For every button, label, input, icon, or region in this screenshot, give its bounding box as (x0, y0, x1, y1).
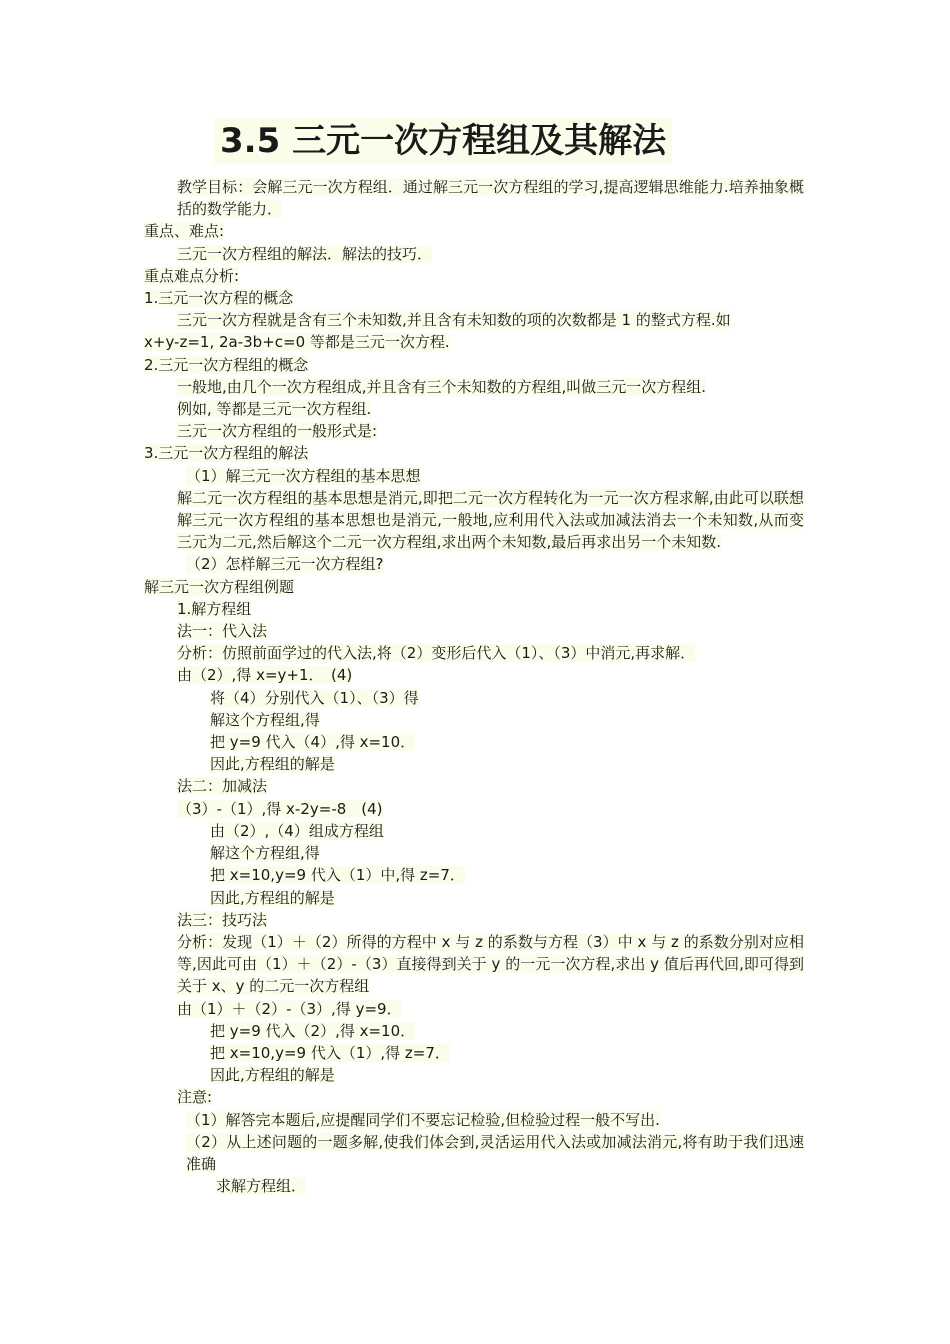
method-2-step: 把 x=10,y=9 代入（1）中,得 z=7． (210, 866, 465, 885)
method-3-step: 把 y=9 代入（2）,得 x=10． (210, 1021, 416, 1040)
section-1-heading: 1.三元一次方程的概念 (144, 289, 294, 308)
method-1-step: 解这个方程组,得 (210, 710, 320, 729)
method-3-heading: 法三：技巧法 (177, 910, 268, 929)
key-points-content: 三元一次方程组的解法．解法的技巧． (177, 244, 433, 263)
examples-heading: 解三元一次方程组例题 (144, 577, 295, 596)
method-3-step: 把 x=10,y=9 代入（1）,得 z=7． (210, 1043, 450, 1062)
method-2-step: （3）-（1）,得 x-2y=-8 (4) (177, 799, 383, 818)
method-1-step: 将（4）分别代入（1）、（3）得 (210, 688, 419, 707)
document-body (144, 176, 804, 1197)
method-3-step: 由（1）＋（2）-（3）,得 y=9． (177, 999, 402, 1018)
method-2-step: 解这个方程组,得 (210, 844, 320, 863)
note-item-cont: 求解方程组． (216, 1177, 307, 1196)
method-3-analysis: 分析：发现（1）＋（2）所得的方程中 x 与 z 的系数与方程（3）中 x 与 z 的系数分别对应相等,因此可由（1）＋（2）-（3）直接得到关于 y 的一元一次方程,求出 y 值后再代回,即可得到关于 x、y 的二元一次方程组 (177, 932, 804, 996)
section-2-heading: 2.三元一次方程组的概念 (144, 355, 309, 374)
section-1-paragraph-cont: x+y-z=1, 2a-3b+c=0 等都是三元一次方程. (144, 333, 450, 352)
method-2-step: 由（2）,（4）组成方程组 (210, 821, 384, 840)
section-3-subheading-2: （2）怎样解三元一次方程组? (186, 555, 384, 574)
key-points-heading: 重点、难点: (144, 222, 225, 241)
method-1-step: 因此,方程组的解是 (210, 755, 335, 774)
section-3-heading: 3.三元一次方程组的解法 (144, 444, 309, 463)
example-1: 1.解方程组 (177, 599, 252, 618)
method-1-analysis: 分析：仿照前面学过的代入法,将（2）变形后代入（1）、（3）中消元,再求解． (177, 644, 696, 663)
note-heading: 注意: (177, 1088, 213, 1107)
section-3-paragraph: 解二元一次方程组的基本思想是消元,即把二元一次方程转化为一元一次方程求解,由此可以联想解三元一次方程组的基本思想也是消元,一般地,应利用代入法或加减法消去一个未知数,从而变三元为二元,然后解这个二元一次方程组,求出两个未知数,最后再求出另一个未知数. (177, 488, 804, 552)
method-2-heading: 法二：加减法 (177, 777, 268, 796)
method-1-step: 把 y=9 代入（4）,得 x=10． (210, 733, 416, 752)
analysis-heading: 重点难点分析: (144, 266, 240, 285)
section-3-subheading-1: （1）解三元一次方程组的基本思想 (186, 466, 421, 485)
section-2-general-form: 三元一次方程组的一般形式是: (177, 422, 378, 441)
note-item: （2）从上述问题的一题多解,使我们体会到,灵活运用代入法或加减法消元,将有助于我们迅速准确 (186, 1132, 804, 1173)
section-1-paragraph: 三元一次方程就是含有三个未知数,并且含有未知数的项的次数都是 1 的整式方程.如 (177, 311, 731, 330)
method-2-step: 因此,方程组的解是 (210, 888, 335, 907)
page-title: 3.5 三元一次方程组及其解法 (214, 118, 672, 164)
section-2-example: 例如, 等都是三元一次方程组. (177, 400, 372, 419)
method-1-step: 由（2）,得 x=y+1． (4) (177, 666, 353, 685)
note-item: （1）解答完本题后,应提醒同学们不要忘记检验,但检验过程一般不写出. (186, 1110, 660, 1129)
section-2-definition: 一般地,由几个一次方程组成,并且含有三个未知数的方程组,叫做三元一次方程组. (177, 377, 707, 396)
method-1-heading: 法一：代入法 (177, 622, 268, 641)
teaching-goal: 教学目标：会解三元一次方程组．通过解三元一次方程组的学习,提高逻辑思维能力.培养抽象概括的数学能力． (177, 178, 804, 219)
method-3-step: 因此,方程组的解是 (210, 1066, 335, 1085)
